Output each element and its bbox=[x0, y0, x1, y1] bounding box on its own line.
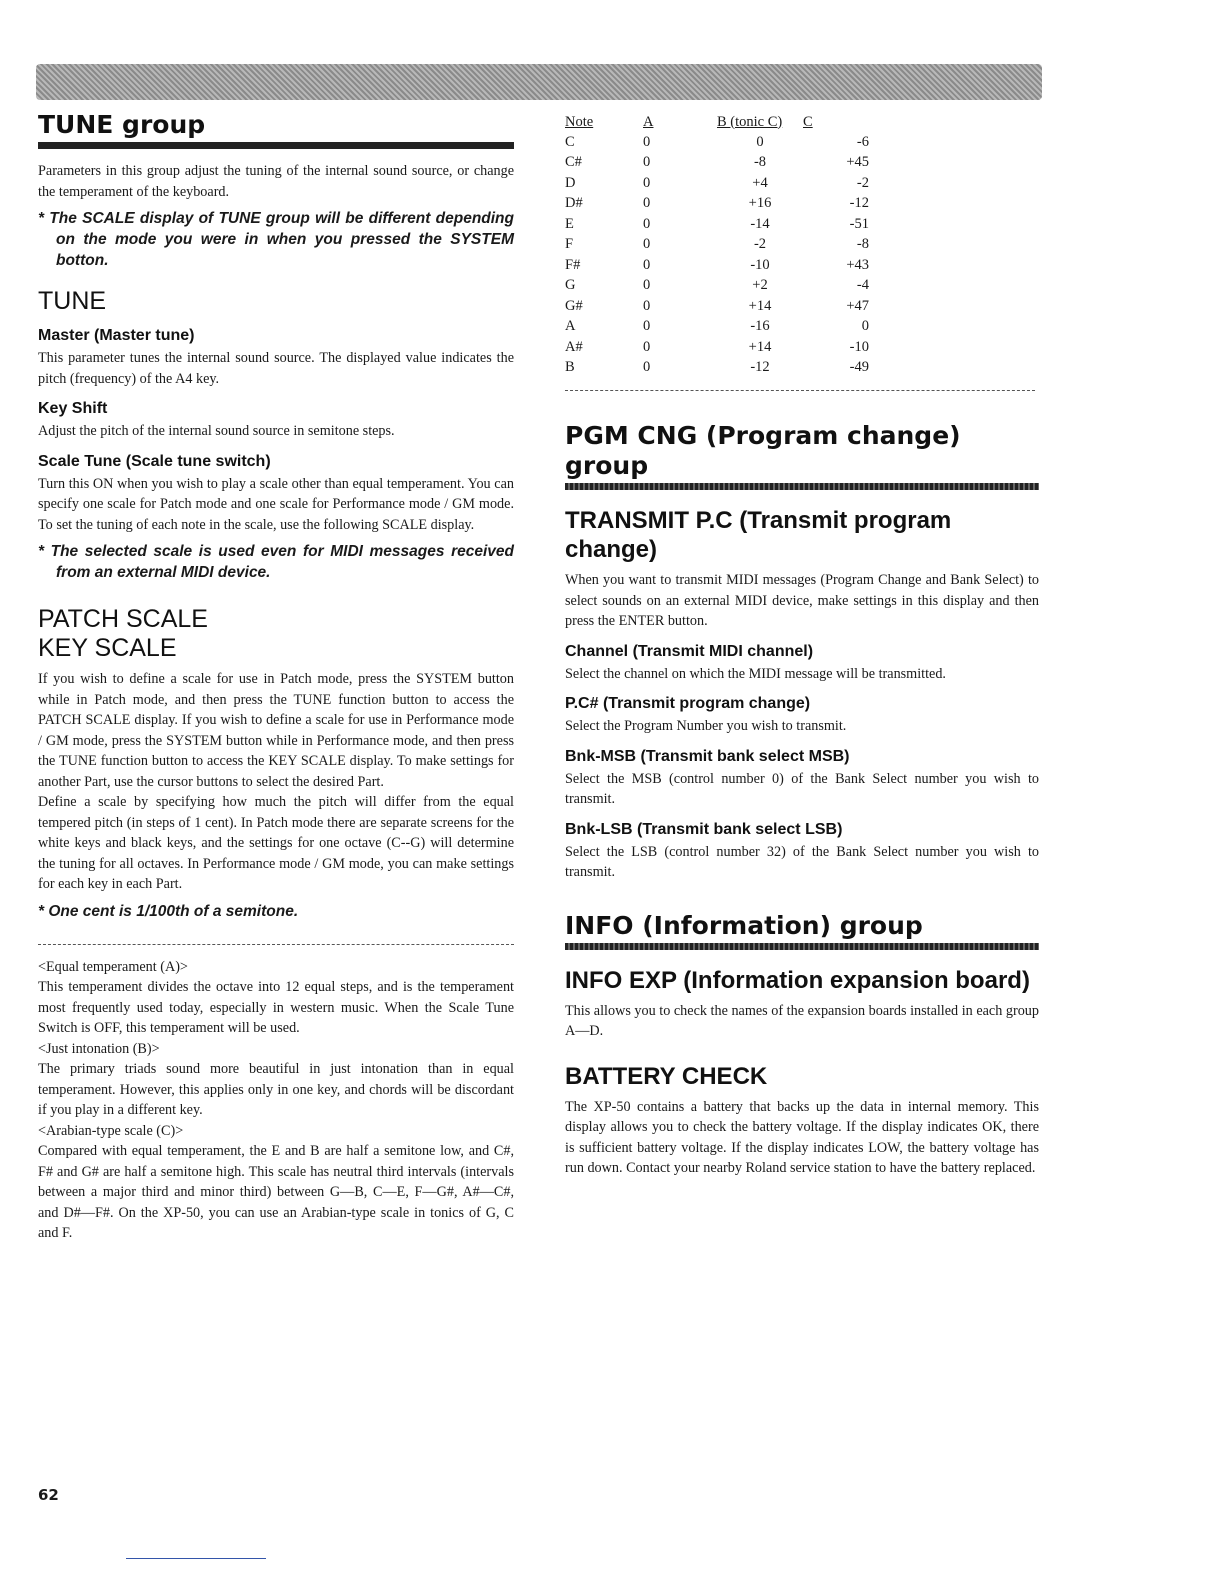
arabian-scale-title: <Arabian-type scale (C)> bbox=[38, 1122, 184, 1139]
tune-group-title: TUNE group bbox=[38, 110, 206, 139]
c-cell: +45 bbox=[846, 154, 869, 171]
note-cell: A# bbox=[565, 338, 583, 355]
c-cell: -8 bbox=[856, 236, 869, 253]
note-cell: A bbox=[565, 318, 576, 335]
pc-title: P.C# (Transmit program change) bbox=[565, 695, 811, 712]
bank-lsb-text: Select the LSB (control number 32) of the Bank Select number you wish to transmit. bbox=[565, 843, 1039, 880]
b-cell: +2 bbox=[752, 277, 768, 294]
a-cell: 0 bbox=[643, 256, 651, 273]
bank-msb-title: Bnk-MSB (Transmit bank select MSB) bbox=[565, 747, 850, 765]
note-cell: D bbox=[565, 174, 576, 191]
battery-check-title: BATTERY CHECK bbox=[565, 1062, 768, 1090]
scale-table-body bbox=[565, 132, 869, 378]
b-cell: -8 bbox=[753, 154, 767, 171]
channel-text: Select the channel on which the MIDI message will be transmitted. bbox=[565, 665, 946, 682]
scale-tune-title: Scale Tune (Scale tune switch) bbox=[38, 452, 271, 470]
pgm-cng-title-line1: PGM CNG (Program change) bbox=[565, 421, 961, 450]
channel-title: Channel (Transmit MIDI channel) bbox=[565, 642, 814, 660]
master-tune-text: This parameter tunes the internal sound source. The displayed value indicates the pitch (frequency) of the A4 key. bbox=[38, 350, 514, 387]
header-note: Note bbox=[565, 113, 594, 130]
b-cell: -16 bbox=[750, 318, 770, 335]
a-cell: 0 bbox=[643, 318, 651, 335]
patch-scale-title: PATCH SCALE bbox=[38, 605, 208, 633]
header-a: A bbox=[643, 113, 654, 130]
note-cell: C# bbox=[565, 154, 582, 171]
transmit-pc-text: When you want to transmit MIDI messages (Program Change and Bank Select) to select sounds on an external MIDI device, make settings in this display and then press the ENTER button. bbox=[565, 572, 1039, 629]
a-cell: 0 bbox=[643, 338, 651, 355]
c-cell: -51 bbox=[849, 215, 869, 232]
just-intonation-title: <Just intonation (B)> bbox=[38, 1040, 160, 1057]
a-cell: 0 bbox=[643, 133, 651, 150]
c-cell: -2 bbox=[856, 174, 869, 191]
c-cell: +43 bbox=[846, 256, 869, 273]
note-cell: C bbox=[565, 133, 575, 150]
b-cell: -2 bbox=[753, 236, 767, 253]
a-cell: 0 bbox=[643, 297, 651, 314]
footer-line bbox=[126, 1558, 266, 1559]
b-cell: 0 bbox=[756, 133, 764, 150]
table-row bbox=[565, 276, 869, 297]
pgm-cng-group-rule bbox=[565, 483, 1039, 490]
cent-note: * One cent is 1/100th of a semitone. bbox=[38, 902, 299, 920]
c-cell: -4 bbox=[856, 277, 869, 294]
left-column bbox=[38, 110, 514, 1244]
tune-title: TUNE bbox=[38, 287, 107, 315]
equal-temperament-text: This temperament divides the octave into 12 equal steps, and is the temperament most frequently used today, especially in western music. When the Scale Tune Switch is OFF, this temperament will be used. bbox=[38, 979, 514, 1036]
info-group-rule bbox=[565, 943, 1039, 950]
note-cell: F# bbox=[565, 256, 581, 273]
a-cell: 0 bbox=[643, 277, 651, 294]
table-row bbox=[565, 235, 869, 256]
b-cell: +4 bbox=[752, 174, 768, 191]
tune-group-note: * The SCALE display of TUNE group will be different depending on the mode you were in when you pressed the SYSTEM botton. bbox=[38, 210, 514, 269]
table-row bbox=[565, 337, 869, 358]
scale-table bbox=[565, 112, 869, 378]
just-intonation-text: The primary triads sound more beautiful in just intonation than in equal temperament. However, this applies only in one key, and chords will be discordant if you play in a different key. bbox=[38, 1061, 514, 1118]
b-cell: +16 bbox=[748, 195, 772, 212]
table-row bbox=[565, 296, 869, 317]
section-divider bbox=[38, 944, 514, 945]
pgm-cng-title-line2: group bbox=[565, 451, 649, 480]
transmit-pc-title: TRANSMIT P.C (Transmit program change) bbox=[565, 507, 952, 563]
table-row bbox=[565, 214, 869, 235]
table-divider bbox=[565, 390, 1035, 391]
b-cell: +14 bbox=[748, 297, 772, 314]
a-cell: 0 bbox=[643, 236, 651, 253]
arabian-scale-text: Compared with equal temperament, the E and B are half a semitone low, and C#, F# and G# are half a semitone high. This scale has neutral third intervals (intervals between a major third and minor third) between G—B, C—E, F—G#, A#—C#, and D#—F#. On the XP-50, you can use an Arabian-type scale in tonics of G, C and F. bbox=[38, 1143, 514, 1241]
pc-text: Select the Program Number you wish to transmit. bbox=[565, 718, 847, 734]
page-number: 62 bbox=[38, 1486, 59, 1504]
c-cell: -6 bbox=[856, 133, 869, 150]
note-cell: G# bbox=[565, 297, 583, 314]
scale-table-header bbox=[565, 112, 869, 132]
a-cell: 0 bbox=[643, 174, 651, 191]
header-c: C bbox=[803, 113, 813, 130]
note-cell: E bbox=[565, 215, 574, 232]
info-exp-title: INFO EXP (Information expansion board) bbox=[565, 966, 1030, 994]
patch-scale-text-2: Define a scale by specifying how much the pitch will differ from the equal tempered pitch (in steps of 1 cent). In Patch mode there are separate screens for the white keys and black keys, and the settings for one octave (C--G) will determine the tuning for all octaves. In Performance mode / GM mode, you can make settings for each key in each Part. bbox=[38, 794, 514, 892]
equal-temperament-title: <Equal temperament (A)> bbox=[38, 958, 188, 975]
c-cell: -49 bbox=[849, 359, 869, 376]
key-scale-title: KEY SCALE bbox=[38, 634, 177, 662]
scale-tune-note: * The selected scale is used even for MIDI messages received from an external MIDI device. bbox=[38, 543, 514, 581]
b-cell: -14 bbox=[750, 215, 770, 232]
bank-lsb-title: Bnk-LSB (Transmit bank select LSB) bbox=[565, 820, 843, 838]
b-cell: +14 bbox=[748, 338, 772, 355]
tune-group-rule bbox=[38, 142, 514, 149]
b-cell: -10 bbox=[750, 256, 770, 273]
tune-group-intro: Parameters in this group adjust the tuning of the internal sound source, or change the temperament of the keyboard. bbox=[38, 163, 514, 200]
c-cell: -10 bbox=[849, 338, 869, 355]
bank-msb-text: Select the MSB (control number 0) of the Bank Select number you wish to transmit. bbox=[565, 770, 1039, 807]
pgm-cng-group-title bbox=[565, 421, 1039, 481]
table-row bbox=[565, 255, 869, 276]
note-cell: D# bbox=[565, 195, 583, 212]
key-shift-title: Key Shift bbox=[38, 400, 108, 417]
table-row bbox=[565, 317, 869, 338]
note-cell: B bbox=[565, 359, 575, 376]
a-cell: 0 bbox=[643, 195, 651, 212]
table-row bbox=[565, 173, 869, 194]
header-banner bbox=[36, 64, 1042, 100]
header-b: B (tonic C) bbox=[717, 113, 783, 130]
c-cell: -12 bbox=[849, 195, 869, 212]
note-cell: G bbox=[565, 277, 576, 294]
info-exp-text: This allows you to check the names of the expansion boards installed in each group A—D. bbox=[565, 1002, 1039, 1039]
table-row bbox=[565, 132, 869, 153]
note-cell: F bbox=[565, 236, 574, 253]
battery-check-text: The XP-50 contains a battery that backs up the data in internal memory. This display allows you to check the battery voltage. If the display indicates OK, there is sufficient battery voltage. If the display indicates LOW, the battery voltage has run down. Contact your nearby Roland service station to have the battery replaced. bbox=[565, 1098, 1039, 1176]
key-shift-text: Adjust the pitch of the internal sound source in semitone steps. bbox=[38, 423, 395, 439]
a-cell: 0 bbox=[643, 215, 651, 232]
info-group-title: INFO (Information) group bbox=[565, 910, 923, 940]
a-cell: 0 bbox=[643, 154, 651, 171]
scale-tune-text: Turn this ON when you wish to play a scale other than equal temperament. You can specify one scale for Patch mode and one scale for Performance mode / GM mode. To set the tuning of each note in the scale, use the following SCALE display. bbox=[38, 475, 514, 533]
patch-scale-text-1: If you wish to define a scale for use in Patch mode, press the SYSTEM button while in Patch mode, and then press the TUNE function button to access the PATCH SCALE display. If you wish to define a scale for use in Performance mode / GM mode, press the SYSTEM button while in Performance mode, and then press the TUNE function button to access the KEY SCALE display. To make settings for another Part, use the cursor buttons to select the desired Part. bbox=[38, 671, 514, 790]
master-tune-title: Master (Master tune) bbox=[38, 327, 195, 344]
b-cell: -12 bbox=[750, 359, 770, 376]
c-cell: +47 bbox=[846, 297, 869, 314]
table-row bbox=[565, 194, 869, 215]
a-cell: 0 bbox=[643, 359, 651, 376]
right-column bbox=[565, 110, 1039, 1179]
table-row bbox=[565, 358, 869, 379]
table-row bbox=[565, 153, 869, 174]
c-cell: 0 bbox=[861, 318, 869, 335]
